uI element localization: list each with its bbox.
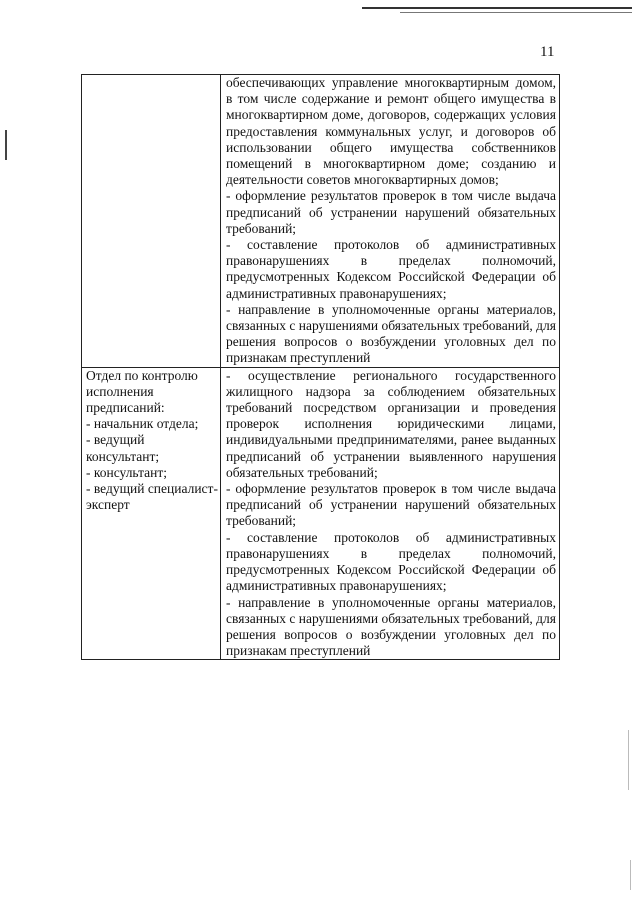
duty-item: - осуществление регионального государственного жилищного надзора за соблюдением обязательных требований посредством организации и проведения проверок исполнения юридическими лицами, индивидуальными предпринимателями, ранее выданных предписаний об устранении выявленного нарушения обязательных требований; bbox=[226, 367, 556, 480]
table-row bbox=[82, 75, 560, 368]
duty-item: - направление в уполномоченные органы материалов, связанных с нарушениями обязательных требований, для решения вопросов о возбуждении уголовных дел по признакам преступлений bbox=[226, 301, 556, 366]
position-item: - консультант; bbox=[86, 464, 167, 480]
table-row bbox=[82, 367, 560, 660]
scan-artifact-line bbox=[400, 12, 632, 13]
position-item: - ведущий консультант; bbox=[86, 432, 160, 464]
page-number: 11 bbox=[540, 44, 555, 60]
duty-item: - составление протоколов об административных правонарушениях в пределах полномочий, предусмотренных Кодексом Российской Федерации об административных правонарушениях; bbox=[226, 237, 556, 301]
scan-artifact-mark bbox=[628, 730, 629, 790]
duty-item: - оформление результатов проверок в том числе выдача предписаний об устранении нарушений обязательных требований; bbox=[226, 188, 556, 236]
position-item: - начальник отдела; bbox=[86, 416, 199, 432]
duties-cell bbox=[221, 75, 560, 368]
duties-cell bbox=[221, 367, 560, 660]
scan-artifact-line bbox=[362, 7, 632, 9]
duty-item: обеспечивающих управление многоквартирным домом, в том числе содержание и ремонт общего имущества в многоквартирном доме, договоров, содержащих условия предоставления коммунальных услуг, и договоров об использовании общего имущества собственников помещений в многоквартирном доме; созданию и деятельности советов многоквартирных домов; bbox=[226, 75, 556, 188]
scan-artifact-mark bbox=[5, 130, 7, 160]
duty-item: - оформление результатов проверок в том числе выдача предписаний об устранении нарушений обязательных требований; bbox=[226, 481, 556, 529]
position-item: - ведущий специалист-эксперт bbox=[86, 481, 218, 513]
department-cell bbox=[82, 367, 221, 660]
department-cell bbox=[82, 75, 221, 368]
department-title: Отдел по контролю исполнения предписаний: bbox=[86, 367, 198, 416]
duty-item: - составление протоколов об административных правонарушениях в пределах полномочий, предусмотренных Кодексом Российской Федерации об административных правонарушениях; bbox=[226, 529, 556, 594]
scan-artifact-mark bbox=[630, 860, 631, 890]
duty-item: - направление в уполномоченные органы материалов, связанных с нарушениями обязательных требований, для решения вопросов о возбуждении уголовных дел по признакам преступлений bbox=[226, 594, 556, 659]
responsibilities-table bbox=[81, 74, 560, 660]
